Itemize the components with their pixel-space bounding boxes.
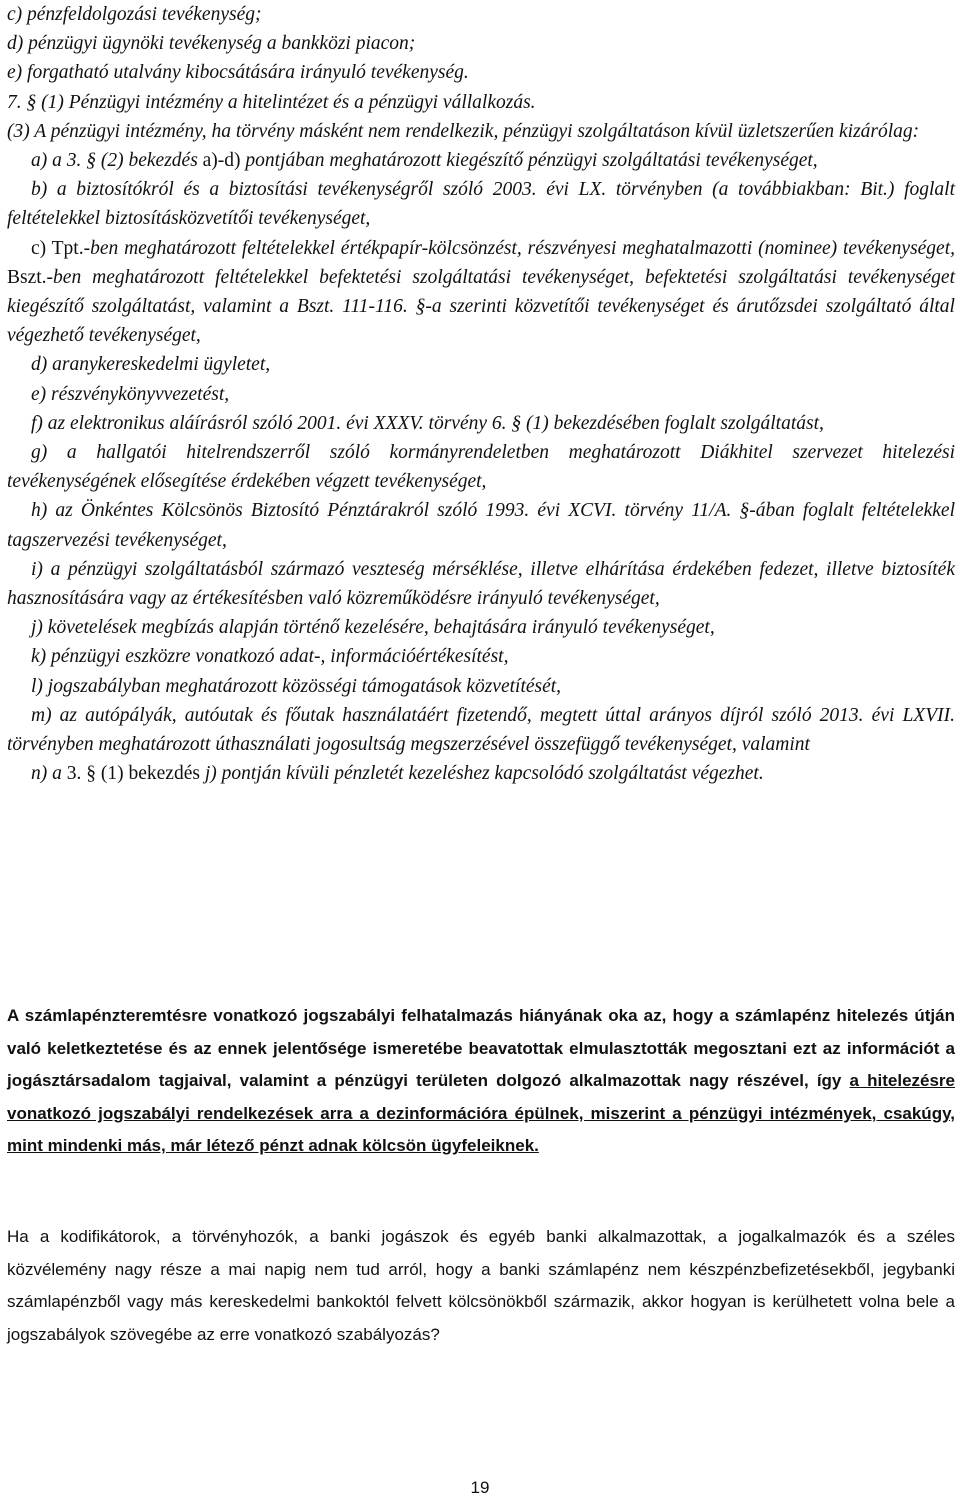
list-item [7,29,955,58]
list-item-text: e) forgatható utalvány kibocsátására irányuló tevékenység. [7,62,469,84]
bold-paragraph [7,1000,955,1163]
list-item [7,672,955,701]
list-item-text: f) az elektronikus aláírásról szóló 2001. évi XXXV. törvény 6. § (1) bekezdésében foglalt szolgáltatást, [31,412,824,434]
list-item-text: e) részvénykönyvvezetést, [31,383,230,405]
page-number: 19 [470,1478,490,1497]
list-item [7,117,955,146]
legal-text-section [7,0,955,788]
reference: Bszt. [7,266,47,288]
list-item-text: c) [31,237,52,259]
list-item [7,380,955,409]
list-item-text: m) az autópályák, autóutak és főutak használatáért fizetendő, megtett úttal arányos díjról szóló 2013. évi LXVII. törvényben meghatározott úthasználati jogosultság megszerzésével összefüggő tevékenységet, valamint [7,704,955,756]
list-item-text: d) pénzügyi ügynöki tevékenység a bankközi piacon; [7,33,416,55]
list-item-text: l) jogszabályban meghatározott közösségi támogatások közvetítését, [31,675,562,697]
list-item-text: -a szerinti közvetítői tevékenységet és árutőzsdei szolgáltató által végezhető tevékenységet, [7,296,955,347]
list-item [7,409,955,438]
list-item-text: -ben meghatározott feltételekkel befektetési szolgáltatási tevékenységet, befektetési szolgáltatási tevékenységet kiegészítő szolgáltatást, valamint a Bszt. 111- [7,266,955,318]
list-item [7,88,955,117]
list-item [7,175,955,233]
list-item-text: -ben meghatározott feltételekkel értékpapír-kölcsönzést, részvényesi meghatalmazotti (nominee) tevékenységet, [83,237,956,259]
list-item-text: b) a biztosítókról és a biztosítási tevékenységről szóló 2003. évi LX. törvényben (a továbbiakban: Bit.) foglalt feltételekkel biztosításközvetítői tevékenységet, [7,179,955,230]
list-item [7,701,955,759]
list-item [7,555,955,613]
reference: a)-d) [202,150,241,172]
list-item [7,438,955,496]
list-item [7,613,955,642]
list-item-text: i) a pénzügyi szolgáltatásból származó veszteség mérséklése, illetve elhárítása érdekében fedezet, illetve biztosíték hasznosítására vagy az értékesítésben való közreműködésre irányuló tevékenységet, [7,558,955,610]
list-item-text: h) az Önkéntes Kölcsönös Biztosító Pénztárakról szóló 1993. évi XCVI. törvény 11/A. §-ában foglalt feltételekkel tagszervezési tevékenységet, [7,500,955,551]
reference: 3. § (1) bekezdés [66,763,200,785]
list-item-text: a) a 3. § (2) bekezdés [31,150,203,172]
list-item-text: 7. § (1) Pénzügyi intézmény a hitelintézet és a pénzügyi vállalkozás. [7,91,536,113]
reference: Tpt. [51,237,84,259]
underlined-text: a hitelezésre vonatkozó jogszabályi rendelkezések arra a dezinformációra épülnek, miszerint a pénzügyi intézmények, csakúgy, mint mindenki más, már létező pénzt adnak kölcsön ügyfeleiknek. [7,1071,956,1156]
list-item-text: n) a [31,763,67,785]
list-item-text: (3) A pénzügyi intézmény, ha törvény másként nem rendelkezik, pénzügyi szolgáltatáson kívül üzletszerűen kizárólag: [7,120,920,142]
list-item-text: c) pénzfeldolgozási tevékenység; [7,4,262,25]
reference: 116. § [375,296,426,318]
list-item [7,234,955,351]
list-item [7,58,955,87]
list-item [7,350,955,379]
list-item-text: j) pontján kívüli pénzletét kezeléshez kapcsolódó szolgáltatást végezhet. [199,763,764,785]
list-item-text: g) a hallgatói hitelrendszerről szóló kormányrendeletben meghatározott Diákhitel szervezet hitelezési tevékenységének elősegítése érdekében végzett tevékenységet, [7,442,955,493]
list-item [7,0,955,29]
list-item [7,759,955,788]
list-item [7,496,955,554]
list-item [7,642,955,671]
bold-paragraph-text: A számlapénzteremtésre vonatkozó jogszabályi felhatalmazás hiányának oka az, hogy a számlapénz hitelezés útján való keletkeztetése és az ennek jelentősége ismeretébe beavatottak elmulasztották megosztani ezt az információt a jogásztársadalom tagjaival, valamint a pénzügyi területen dolgozó alkalmazottak nagy részével, így [7,1006,955,1091]
list-item-text: d) aranykereskedelmi ügyletet, [31,354,271,376]
list-item-text: k) pénzügyi eszközre vonatkozó adat-, információértékesítést, [31,646,509,668]
list-item [7,146,955,175]
body-paragraph: Ha a kodifikátorok, a törvényhozók, a banki jogászok és egyéb banki alkalmazottak, a jogalkalmazók és a széles közvélemény nagy része a mai napig nem tud arról, hogy a banki számlapénz nem készpénzbefizetésekből, jegybanki számlapénzből vagy más kereskedelmi bankoktól felvett kölcsönökből származik, akkor hogyan is kerülhetett volna bele a jogszabályok szövegébe az erre vonatkozó szabályozás? [7,1227,955,1345]
list-item-text: pontjában meghatározott kiegészítő pénzügyi szolgáltatási tevékenységet, [240,150,818,172]
list-item-text: j) követelések megbízás alapján történő kezelésére, behajtására irányuló tevékenységet, [31,617,715,639]
